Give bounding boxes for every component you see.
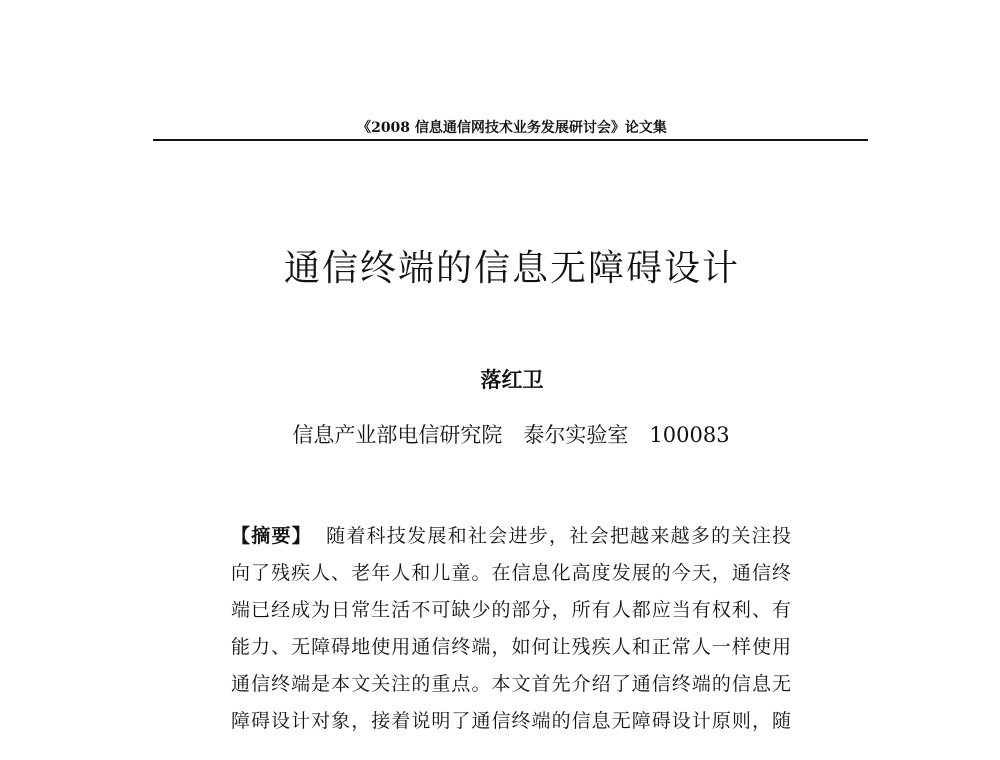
abstract bbox=[231, 522, 791, 744]
abstract-line: 能力、无障碍地使用通信终端，如何让残疾人和正常人一样使用 bbox=[231, 636, 791, 658]
affiliation: 信息产业部电信研究院 泰尔实验室 100083 bbox=[292, 423, 730, 447]
abstract-line-text: 随着科技发展和社会进步，社会把越来越多的关注投 bbox=[326, 525, 791, 547]
abstract-label: 【摘要】 bbox=[231, 525, 313, 547]
running-header: 《2008 信息通信网技术业务发展研讨会》论文集 bbox=[357, 120, 667, 136]
abstract-line: 通信终端是本文关注的重点。本文首先介绍了通信终端的信息无 bbox=[231, 673, 791, 695]
header-rule bbox=[153, 139, 868, 141]
abstract-line: 向了残疾人、老年人和儿童。在信息化高度发展的今天，通信终 bbox=[231, 562, 791, 584]
abstract-line: 障碍设计对象，接着说明了通信终端的信息无障碍设计原则，随 bbox=[231, 710, 791, 732]
author: 落红卫 bbox=[480, 367, 544, 392]
paper-title: 通信终端的信息无障碍设计 bbox=[283, 248, 740, 289]
abstract-line: 端已经成为日常生活不可缺少的部分，所有人都应当有权利、有 bbox=[231, 599, 791, 621]
abstract-line bbox=[231, 522, 791, 559]
